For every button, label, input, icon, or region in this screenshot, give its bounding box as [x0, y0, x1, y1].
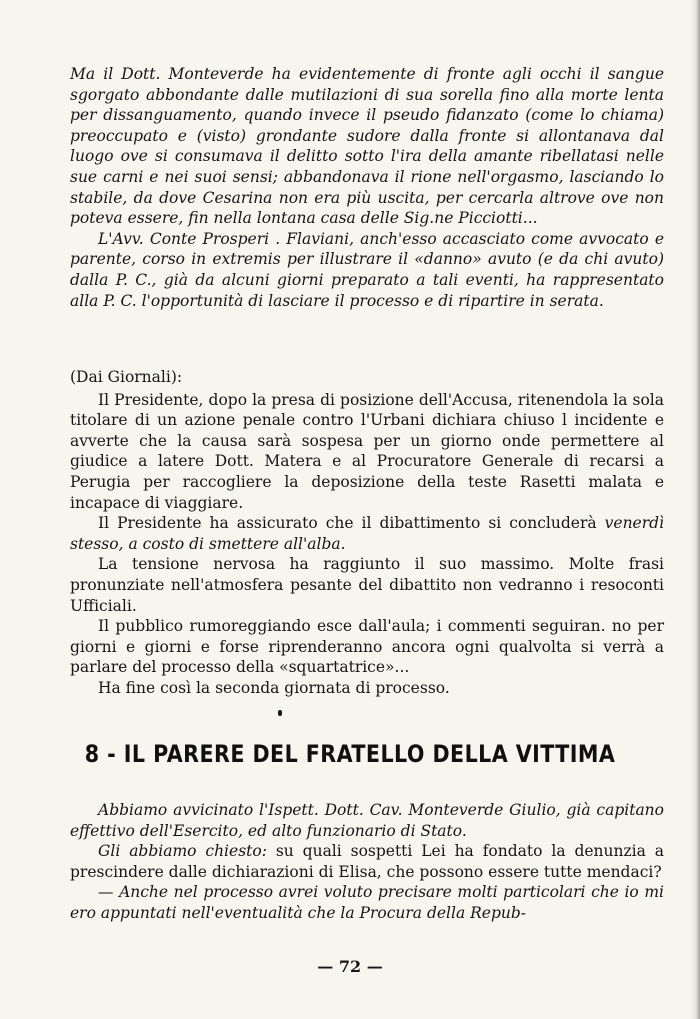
- conclusione-italic-text: venerdì stesso, a costo di smettere all'alba.: [70, 514, 665, 553]
- conclusione-normal-text: Il Presidente ha assicurato che il dibattimento si concluderà: [98, 514, 597, 533]
- page-number: — 72 —: [317, 957, 383, 976]
- paragraph-fine-giornata: Ha fine così la seconda giornata di processo.: [98, 678, 450, 697]
- paragraph-pubblico: Il pubblico rumoreggiando esce dall'aula; i commenti seguiran. no per giorni e giorni e forse riprenderanno ancora ogni qualvolta si verrà a parlare del processo della «squartatrice»...: [70, 617, 664, 677]
- interview-block: [70, 800, 664, 924]
- paragraph-tensione: La tensione nervosa ha raggiunto il suo massimo. Molte frasi pronunziate nell'atmosfera pesante del dibattito non vedranno i resoconti Ufficiali.: [70, 555, 664, 615]
- domanda-italic-text: Gli abbiamo chiesto:: [98, 842, 267, 861]
- newspaper-quote-block: [70, 367, 664, 699]
- paragraph-presidente-incidente: Il Presidente, dopo la presa di posizione dell'Accusa, ritenendola la sola titolare di un azione penale contro l'Urbani dichiara chiuso l incidente e avverte che la causa sarà sospesa per un giorno onde permettere al giudice a latere Dott. Matera e al Procuratore Generale di recarsi a Perugia per raccogliere la deposizione della teste Rasetti malata e incapace di viaggiare.: [70, 390, 664, 512]
- paragraph-presidente-conclusione: [70, 513, 664, 554]
- ink-speck: [278, 710, 282, 716]
- paragraph-avv-prosperi: L'Avv. Conte Prosperi . Flaviani, anch'esso accasciato come avvocato e parente, corso in extremis per illustrare il «danno» avuto (e da chi avuto) dalla P. C., già da alcuni giorni preparato a tali eventi, ha rappresentato alla P. C. l'opportunità di lasciare il processo e di ripartire in serata.: [70, 229, 664, 310]
- section-heading: 8 - IL PARERE DEL FRATELLO DELLA VITTIMA: [84, 740, 616, 768]
- paragraph-domanda: [70, 841, 664, 882]
- paragraph-abbiamo-avvicinato: Abbiamo avvicinato l'Ispett. Dott. Cav. Monteverde Giulio, già capitano effettivo dell'Esercito, ed alto funzionario di Stato.: [70, 801, 664, 840]
- paragraph-risposta: — Anche nel processo avrei voluto precisare molti particolari che io mi ero appuntati nell'eventualità che la Procura della Repub-: [70, 883, 664, 922]
- source-label: (Dai Giornali):: [70, 368, 183, 386]
- domanda-normal-text: su quali sospetti Lei ha fondato la denunzia a prescindere dalle dichiarazioni di Elisa, che possono essere tutte mendaci?: [70, 842, 665, 881]
- paragraph-monteverde-blood: Ma il Dott. Monteverde ha evidentemente di fronte agli occhi il sangue sgorgato abbondante dalle mutilazioni di sua sorella fino alla morte lenta per dissanguamento, quando invece il pseudo fidanzato (come lo chiama) preoccupato e (visto) grondante sudore dalla fronte si allontanava dal luogo ove si consumava il delitto sotto l'ira della amante ribellatasi nelle sue carni e nei suoi sensi; abbandonava il rione nell'orgasmo, lasciando lo stabile, da dove Cesarina non era più uscita, per cercarla altrove ove non poteva essere, fin nella lontana casa delle Sig.ne Picciotti...: [70, 65, 664, 228]
- page-edge-shadow: [690, 0, 700, 1019]
- italic-narrative-block: [70, 64, 664, 311]
